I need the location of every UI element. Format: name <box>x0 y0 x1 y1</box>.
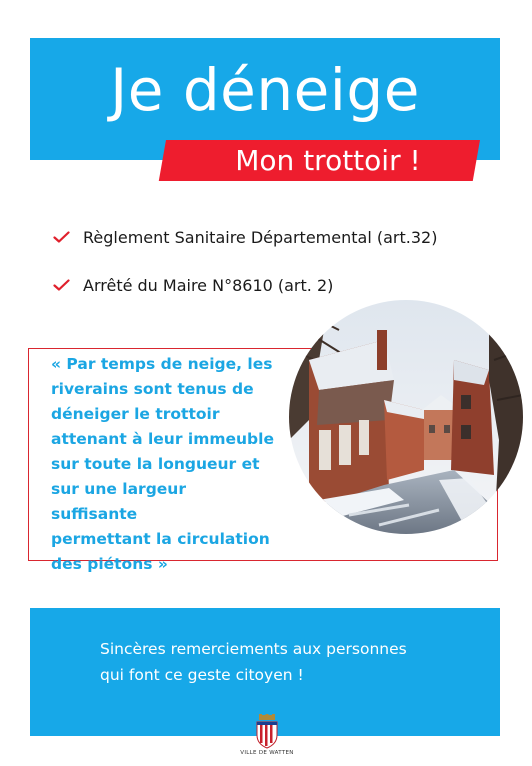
reference-item <box>53 273 493 297</box>
thanks-line: Sincères remerciements aux personnes <box>100 640 407 658</box>
quote-line: déneiger le trottoir <box>51 405 220 423</box>
logo-caption: VILLE DE WATTEN <box>240 750 294 756</box>
reference-item <box>53 225 493 249</box>
thanks-line: qui font ce geste citoyen ! <box>100 666 304 684</box>
quote-line: sur toute la longueur et <box>51 455 260 473</box>
quote-line: attenant à leur immeuble <box>51 430 274 448</box>
check-icon <box>53 231 70 243</box>
quote-line: riverains sont tenus de <box>51 380 254 398</box>
subtitle-text: Mon trottoir ! <box>235 144 421 177</box>
reference-text: Règlement Sanitaire Départemental (art.32) <box>83 227 438 247</box>
quote-line: des piétons » <box>51 555 168 573</box>
quote-line: « Par temps de neige, les <box>51 355 273 373</box>
quote-line: sur une largeur suffisante <box>51 480 186 523</box>
reference-text: Arrêté du Maire N°8610 (art. 2) <box>83 275 334 295</box>
quote-line: permettant la circulation <box>51 530 270 548</box>
check-icon <box>53 279 70 291</box>
thanks-text <box>100 636 460 688</box>
page-title: Je déneige <box>110 56 420 124</box>
quote-text <box>51 352 276 577</box>
snowy-street-photo <box>289 300 523 534</box>
town-crest-icon <box>254 713 280 749</box>
